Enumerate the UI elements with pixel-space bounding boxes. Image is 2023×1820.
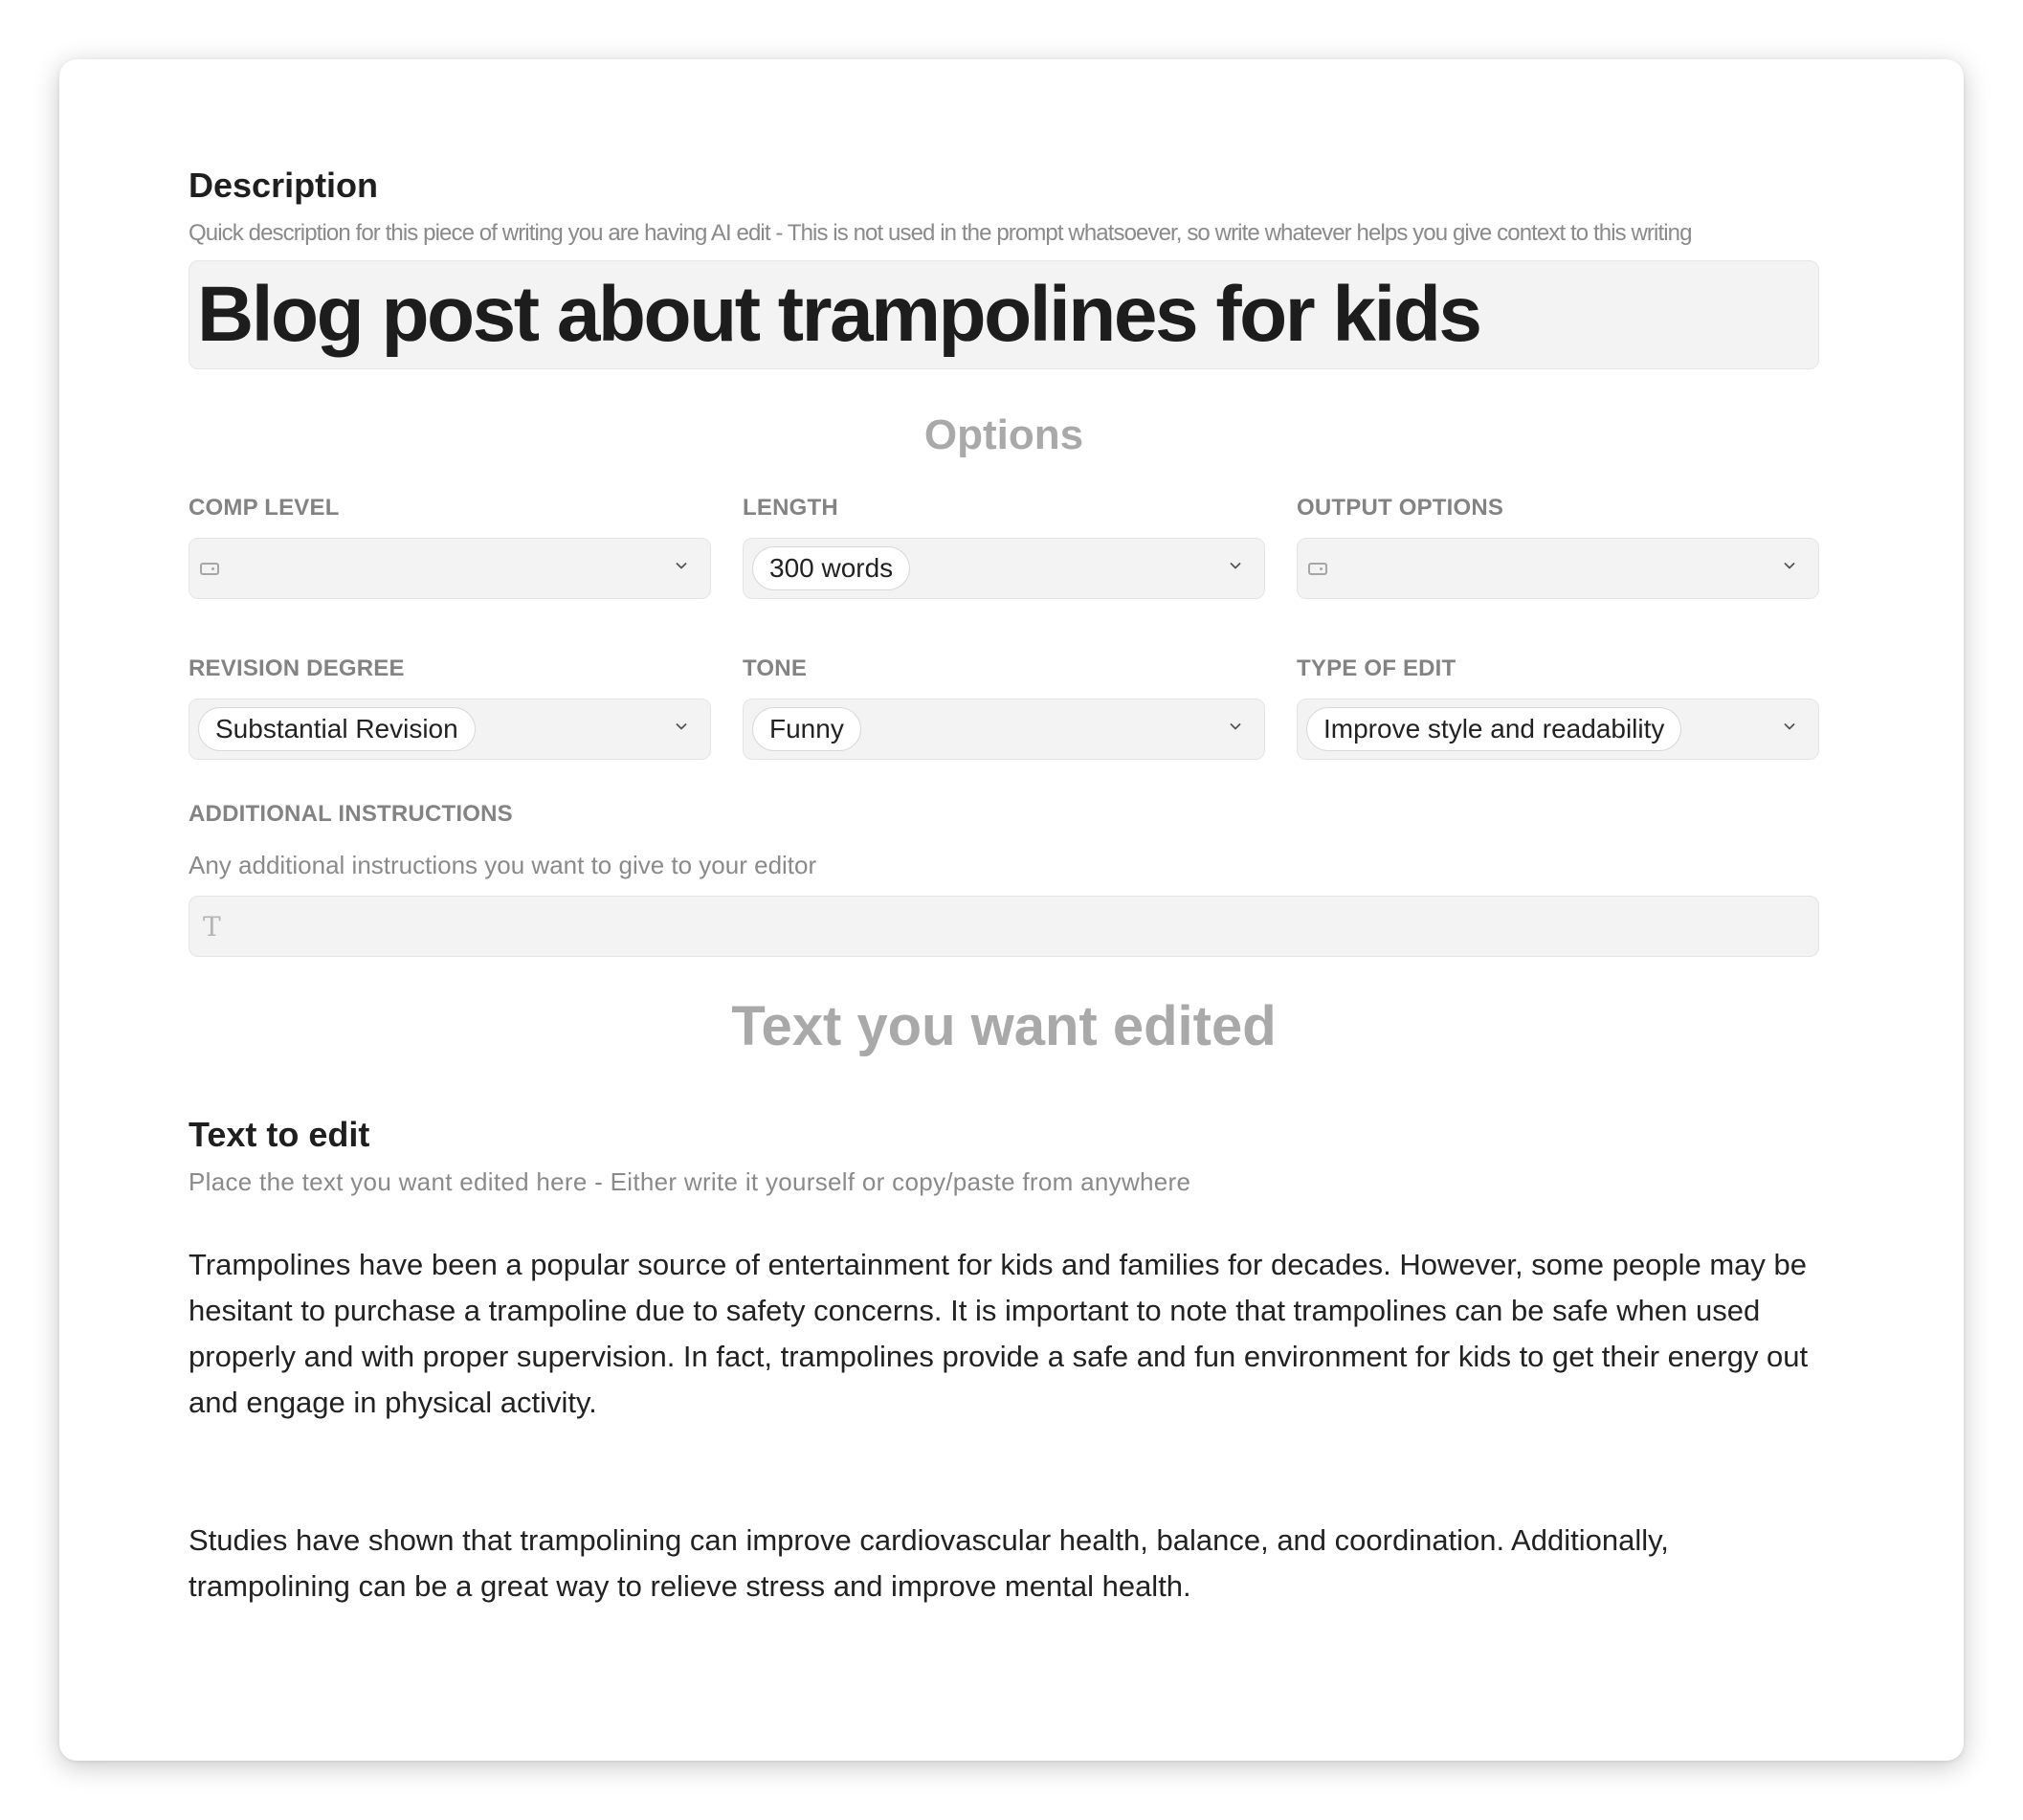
length-field [743,494,1265,599]
tone-field [743,655,1265,760]
chevron-down-icon [1784,560,1795,571]
comp-level-label: COMP LEVEL [189,495,340,521]
length-label: LENGTH [743,495,838,521]
additional-instructions-input[interactable] [189,896,1819,957]
additional-instructions-field [189,800,1819,957]
text-to-edit-label: Text to edit [189,1115,370,1154]
description-help: Quick description for this piece of writing you are having AI edit - This is not used in the prompt whatsoever, so write whatever helps you give context to this writing [189,220,1692,246]
type-of-edit-value-pill: Improve style and readability [1306,707,1681,751]
revision-degree-label: REVISION DEGREE [189,655,405,681]
chevron-down-icon [1230,721,1241,732]
chevron-down-icon [676,560,687,571]
paragraph[interactable]: Studies have shown that trampolining can improve cardiovascular health, balance, and coordination. Additionally, trampolining can be a great way to relieve stress and improve mental health. [189,1523,1669,1603]
chevron-down-icon [676,721,687,732]
text-type-icon: T [203,910,221,943]
paragraph[interactable]: Trampolines have been a popular source of entertainment for kids and families for decades. However, some people may be hesitant to purchase a trampoline due to safety concerns. It is important to note that trampolines can be safe when used properly and with proper supervision. In fact, trampolines provide a safe and fun environment for kids to get their energy out and engage in physical activity. [189,1248,1809,1419]
comp-level-select[interactable] [189,538,711,599]
type-of-edit-field [1297,655,1819,760]
type-of-edit-label: TYPE OF EDIT [1297,655,1456,681]
options-heading: Options [923,411,1084,458]
revision-degree-select[interactable] [189,699,711,760]
tone-label: TONE [743,655,808,681]
text-to-edit-help: Place the text you want edited here - Either write it yourself or copy/paste from anywhere [189,1167,1191,1196]
comp-level-field [189,494,711,599]
editor-form [189,165,1819,1609]
output-options-field [1297,494,1819,599]
additional-instructions-label: ADDITIONAL INSTRUCTIONS [189,801,513,827]
text-edited-heading: Text you want edited [731,995,1277,1057]
description-input[interactable] [189,260,1819,369]
chevron-down-icon [1230,560,1241,571]
empty-select-icon [200,563,219,575]
tone-value-pill: Funny [752,707,861,751]
tone-select[interactable] [743,699,1265,760]
output-options-label: OUTPUT OPTIONS [1297,495,1504,521]
empty-select-icon [1308,563,1327,575]
output-options-select[interactable] [1297,538,1819,599]
additional-instructions-help: Any additional instructions you want to give to your editor [189,851,817,879]
options-grid [189,494,1819,760]
editor-card [59,59,1964,1761]
revision-degree-field [189,655,711,760]
type-of-edit-select[interactable] [1297,699,1819,760]
description-label: Description [189,166,379,205]
description-value[interactable]: Blog post about trampolines for kids [197,271,1480,358]
length-value-pill: 300 words [752,546,910,590]
text-to-edit-area[interactable] [189,1242,1819,1609]
revision-degree-value-pill: Substantial Revision [198,707,476,751]
length-select[interactable] [743,538,1265,599]
chevron-down-icon [1784,721,1795,732]
